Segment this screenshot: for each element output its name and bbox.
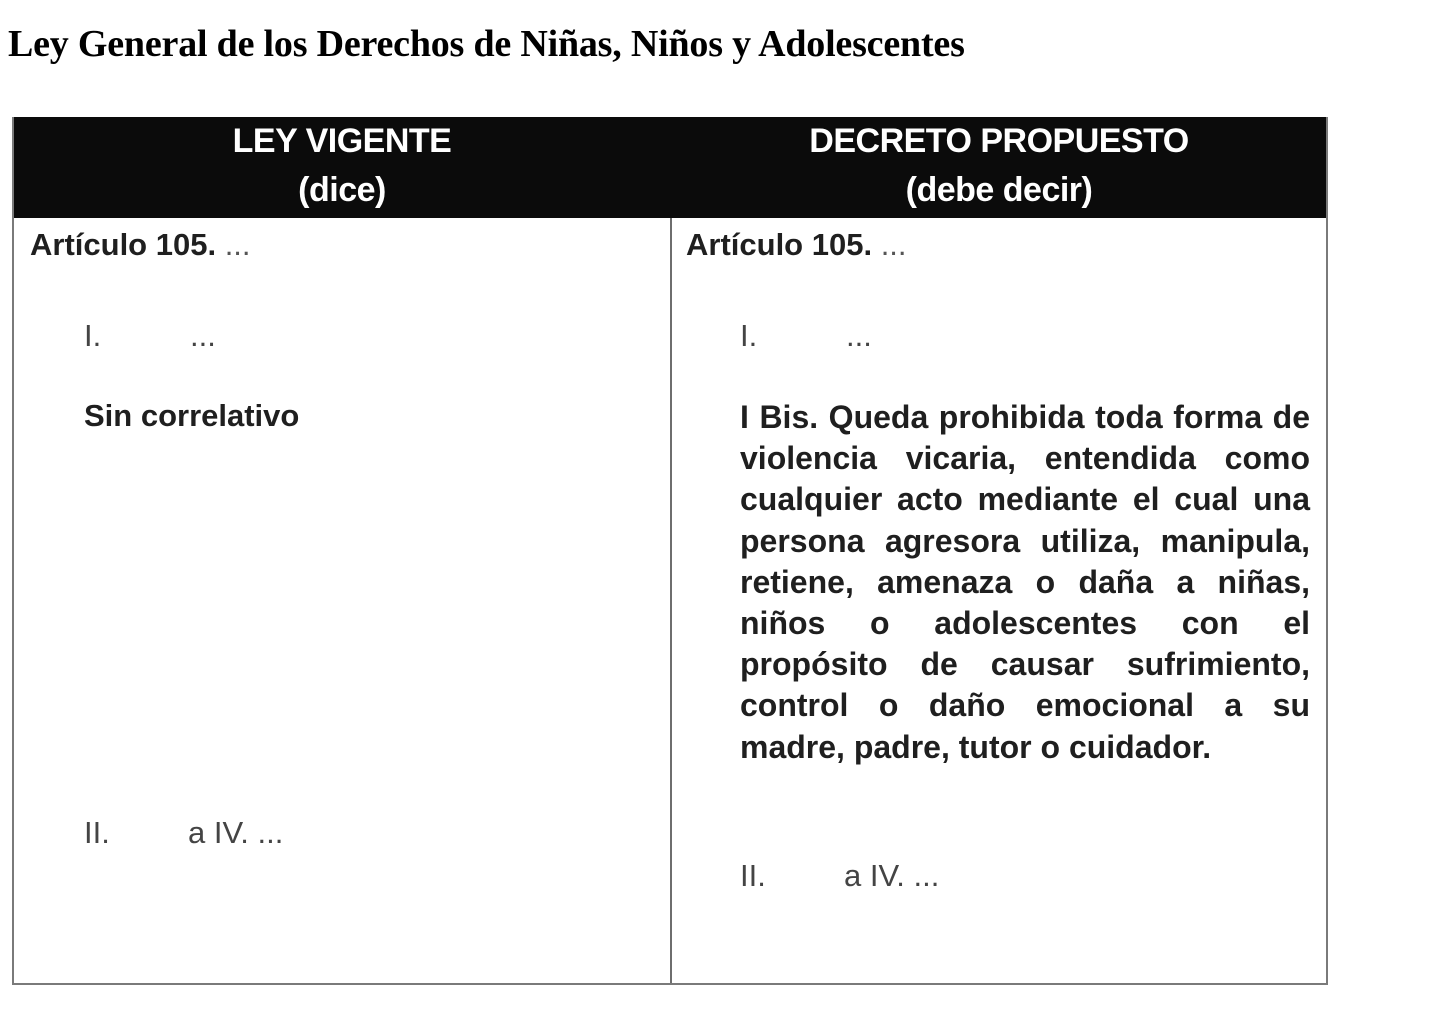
left-item2-text: a IV. ... [188,815,284,850]
header-proposed-decree-title: DECRETO PROPUESTO [809,122,1189,160]
left-item1-numeral: I. [84,318,102,353]
left-item1-text: ... [190,318,216,353]
header-proposed-decree [672,117,1326,218]
left-article-label: Artículo 105. [30,227,217,262]
right-article-heading [686,227,907,263]
right-article-label: Artículo 105. [686,227,873,262]
right-item1-numeral: I. [740,318,758,353]
right-item2-text: a IV. ... [844,858,940,893]
header-current-law-title: LEY VIGENTE [232,122,452,160]
column-divider [670,218,672,983]
header-current-law [14,117,670,218]
document-title: Ley General de los Derechos de Niñas, Niños y Adolescentes [8,23,965,65]
right-item2-numeral: II. [740,858,766,893]
header-proposed-decree-subtitle: (debe decir) [905,171,1093,209]
right-bis-paragraph: I Bis. Queda prohibida toda forma de violencia vicaria, entendida como cualquier acto mediante el cual una persona agresora utiliza, manipula, retiene, amenaza o daña a niñas, niños o adolescentes con el propósito de causar sufrimiento, control o daño emocional a su madre, padre, tutor o cuidador. [740,399,1310,765]
left-item2-numeral: II. [84,815,110,850]
header-current-law-subtitle: (dice) [298,171,386,209]
left-article-heading [30,227,251,263]
left-article-ellipsis: ... [224,227,251,262]
right-article-ellipsis: ... [880,227,907,262]
left-no-correlative: Sin correlativo [84,398,300,433]
table-header-row [14,117,1326,218]
right-item1-text: ... [846,318,872,353]
